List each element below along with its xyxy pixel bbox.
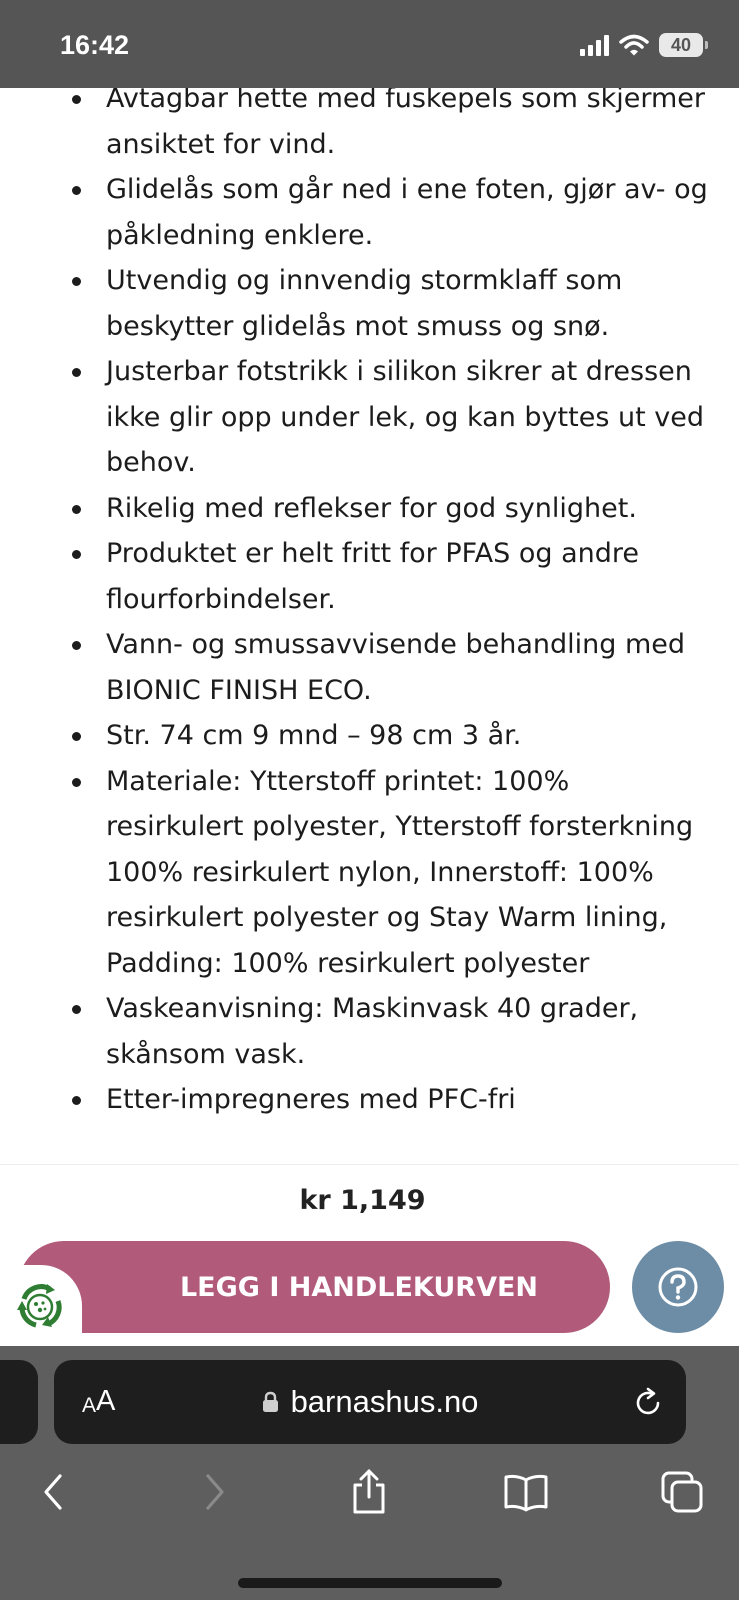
browser-toolbar (0, 1456, 739, 1526)
list-item: Avtagbar hette med fuskepels som skjermer ansiktet for vind. (0, 88, 739, 167)
list-item: Rikelig med reflekser for god synlighet. (0, 486, 739, 532)
list-item: Etter-impregneres med PFC-fri (0, 1077, 739, 1123)
purchase-bar (0, 1164, 739, 1346)
question-circle-icon (656, 1265, 700, 1309)
list-item: Str. 74 cm 9 mnd – 98 cm 3 år. (0, 713, 739, 759)
add-to-cart-button[interactable]: LEGG I HANDLEKURVEN (18, 1241, 610, 1333)
bookmarks-icon (503, 1472, 549, 1512)
list-item: Materiale: Ytterstoff printet: 100% resirkulert polyester, Ytterstoff forsterkning 100% resirkulert nylon, Innerstoff: 100% resirkulert polyester og Stay Warm lining, Padding: 100% resirkulert polyester (0, 759, 739, 987)
address-bar[interactable] (54, 1360, 686, 1444)
cellular-signal-icon (580, 34, 609, 56)
forward-icon (199, 1472, 229, 1512)
list-item: Utvendig og innvendig stormklaff som beskytter glidelås mot smuss og snø. (0, 258, 739, 349)
list-item: Justerbar fotstrikk i silikon sikrer at dressen ikke glir opp under lek, og kan byttes ut ved behov. (0, 349, 739, 486)
product-description (0, 88, 739, 1164)
battery-icon (659, 33, 703, 57)
wifi-icon (619, 34, 649, 56)
forward-button[interactable] (190, 1468, 238, 1516)
lock-icon (262, 1391, 279, 1413)
reload-icon[interactable] (632, 1386, 664, 1418)
aa-small-letter: A (82, 1394, 97, 1417)
home-indicator (238, 1578, 502, 1588)
help-button[interactable] (632, 1241, 724, 1333)
share-icon (349, 1469, 389, 1515)
bookmarks-button[interactable] (502, 1468, 550, 1516)
back-icon (39, 1472, 69, 1512)
aa-large-letter: A (96, 1385, 116, 1417)
tabs-icon (660, 1470, 704, 1514)
list-item: Vann- og smussavvisende behandling med BIONIC FINISH ECO. (0, 622, 739, 713)
status-time: 16:42 (60, 30, 130, 60)
previous-tab[interactable] (0, 1360, 38, 1444)
browser-bar (0, 1346, 739, 1600)
list-item: Produktet er helt fritt for PFAS og andre flourforbindelser. (0, 531, 739, 622)
status-icons (580, 32, 703, 58)
list-item: Glidelås som går ned i ene foten, gjør av- og påkledning enklere. (0, 167, 739, 258)
tabs-button[interactable] (658, 1468, 706, 1516)
product-price: kr 1,149 (299, 1185, 426, 1216)
share-button[interactable] (345, 1468, 393, 1516)
url-field[interactable] (54, 1360, 686, 1444)
back-button[interactable] (30, 1468, 78, 1516)
recycle-icon (12, 1279, 68, 1335)
eco-badge[interactable] (0, 1265, 82, 1347)
url-text: barnashus.no (290, 1384, 479, 1419)
feature-list (0, 88, 739, 1123)
battery-level: 40 (670, 34, 692, 55)
status-bar (0, 0, 739, 88)
list-item: Vaskeanvisning: Maskinvask 40 grader, skånsom vask. (0, 986, 739, 1077)
